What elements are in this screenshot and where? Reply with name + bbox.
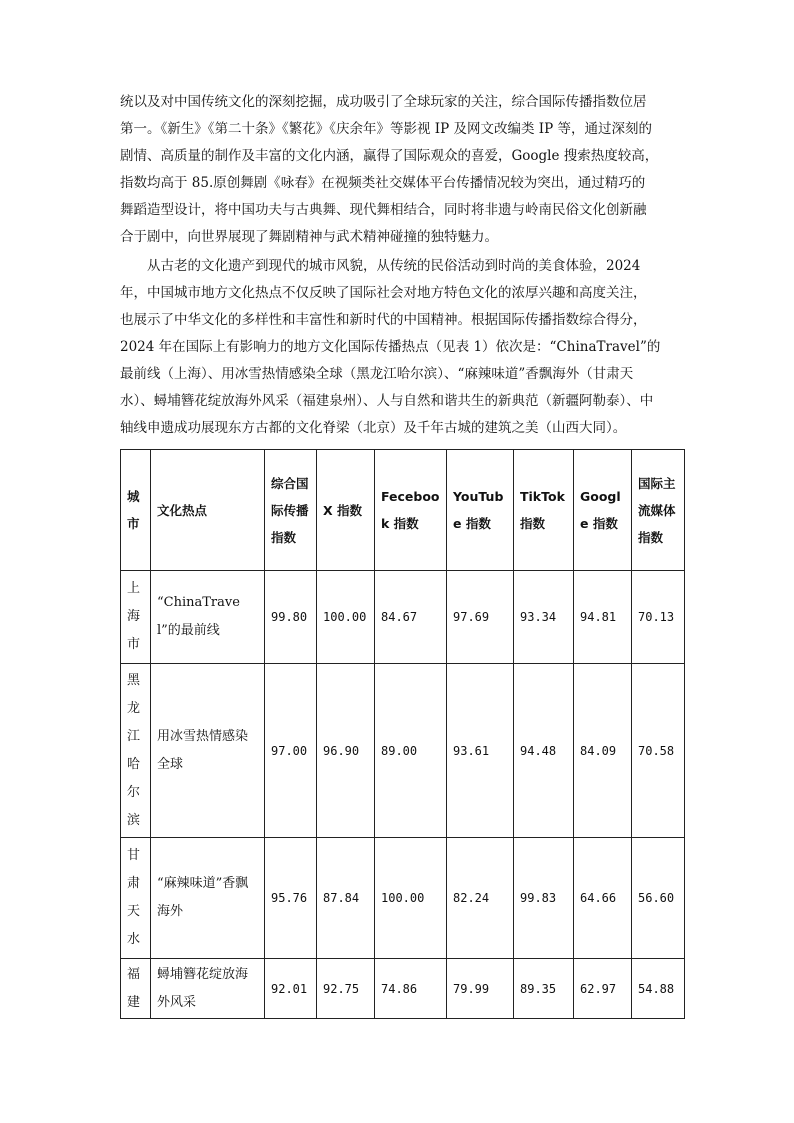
index-table <box>120 449 685 1019</box>
cell-value: 99.80 <box>265 571 317 664</box>
header-youtube-index: YouTube 指数 <box>447 450 514 571</box>
cell-value: 94.81 <box>574 571 632 664</box>
cell-value: 64.66 <box>574 838 632 959</box>
cell-value: 93.61 <box>447 664 514 838</box>
paragraph-line: 第一。《新生》《第二十条》《繁花》《庆余年》等影视 IP 及网文改编类 IP 等，通过深刻的 <box>120 121 652 137</box>
paragraph-line: 最前线（上海）、用冰雪热情感染全球（黑龙江哈尔滨）、“麻辣味道”香飘海外（甘肃天 <box>120 366 634 382</box>
cell-value: 96.90 <box>317 664 375 838</box>
cell-value: 92.01 <box>265 959 317 1019</box>
table-row <box>121 571 685 664</box>
paragraph-line: 水）、蟳埔簪花绽放海外风采（福建泉州）、人与自然和谐共生的新典范（新疆阿勒泰）、中 <box>120 393 654 409</box>
cell-value: 100.00 <box>375 838 447 959</box>
paragraph-line: 剧情、高质量的制作及丰富的文化内涵，赢得了国际观众的喜爱，Google 搜索热度较高， <box>120 148 659 164</box>
cell-value: 100.00 <box>317 571 375 664</box>
header-media-index: 国际主流媒体指数 <box>632 450 685 571</box>
header-composite-index: 综合国际传播指数 <box>265 450 317 571</box>
paragraph-line: 2024 年在国际上有影响力的地方文化国际传播热点（见表 1）依次是：“ChinaTravel”的 <box>120 339 661 355</box>
header-topic: 文化热点 <box>151 450 265 571</box>
header-facebook-index: Fecebook 指数 <box>375 450 447 571</box>
cell-city: 福建 <box>121 959 151 1019</box>
cell-topic: 用冰雪热情感染全球 <box>151 664 265 838</box>
cell-value: 82.24 <box>447 838 514 959</box>
header-tiktok-index: TikTok 指数 <box>514 450 574 571</box>
cell-value: 94.48 <box>514 664 574 838</box>
cell-value: 70.13 <box>632 571 685 664</box>
cell-value: 89.00 <box>375 664 447 838</box>
cell-value: 93.34 <box>514 571 574 664</box>
header-google-index: Google 指数 <box>574 450 632 571</box>
cell-value: 87.84 <box>317 838 375 959</box>
paragraph-1 <box>120 89 686 251</box>
table-row <box>121 959 685 1019</box>
cell-value: 62.97 <box>574 959 632 1019</box>
cell-city: 甘肃天水 <box>121 838 151 959</box>
paragraph-line: 年，中国城市地方文化热点不仅反映了国际社会对地方特色文化的浓厚兴趣和高度关注， <box>120 285 647 301</box>
cell-value: 99.83 <box>514 838 574 959</box>
cell-value: 70.58 <box>632 664 685 838</box>
paragraph-line: 轴线申遗成功展现东方古都的文化脊梁（北京）及千年古城的建筑之美（山西大同）。 <box>120 420 627 436</box>
cell-value: 56.60 <box>632 838 685 959</box>
paragraph-2 <box>120 253 686 442</box>
header-city: 城市 <box>121 450 151 571</box>
cell-value: 95.76 <box>265 838 317 959</box>
cell-city: 上海市 <box>121 571 151 664</box>
cell-value: 97.00 <box>265 664 317 838</box>
paragraph-line: 从古老的文化遗产到现代的城市风貌，从传统的民俗活动到时尚的美食体验，2024 <box>147 258 641 274</box>
cell-value: 89.35 <box>514 959 574 1019</box>
paragraph-line: 统以及对中国传统文化的深刻挖掘，成功吸引了全球玩家的关注，综合国际传播指数位居 <box>120 94 647 110</box>
cell-topic: “ChinaTravel”的最前线 <box>151 571 265 664</box>
paragraph-line: 舞蹈造型设计，将中国功夫与古典舞、现代舞相结合，同时将非遗与岭南民俗文化创新融 <box>120 202 647 218</box>
cell-value: 84.09 <box>574 664 632 838</box>
cell-value: 79.99 <box>447 959 514 1019</box>
table-row <box>121 838 685 959</box>
cell-topic: 蟳埔簪花绽放海外风采 <box>151 959 265 1019</box>
cell-topic: “麻辣味道”香飘海外 <box>151 838 265 959</box>
paragraph-line: 合于剧中，向世界展现了舞剧精神与武术精神碰撞的独特魅力。 <box>120 229 498 245</box>
cell-city: 黑龙江哈尔滨 <box>121 664 151 838</box>
table-header-row <box>121 450 685 571</box>
header-x-index: X 指数 <box>317 450 375 571</box>
paragraph-line: 也展示了中华文化的多样性和丰富性和新时代的中国精神。根据国际传播指数综合得分， <box>120 312 647 328</box>
cell-value: 84.67 <box>375 571 447 664</box>
paragraph-line: 指数均高于 85.原创舞剧《咏春》在视频类社交媒体平台传播情况较为突出，通过精巧的 <box>120 175 646 191</box>
cell-value: 74.86 <box>375 959 447 1019</box>
cell-value: 97.69 <box>447 571 514 664</box>
cell-value: 92.75 <box>317 959 375 1019</box>
cell-value: 54.88 <box>632 959 685 1019</box>
table-row <box>121 664 685 838</box>
